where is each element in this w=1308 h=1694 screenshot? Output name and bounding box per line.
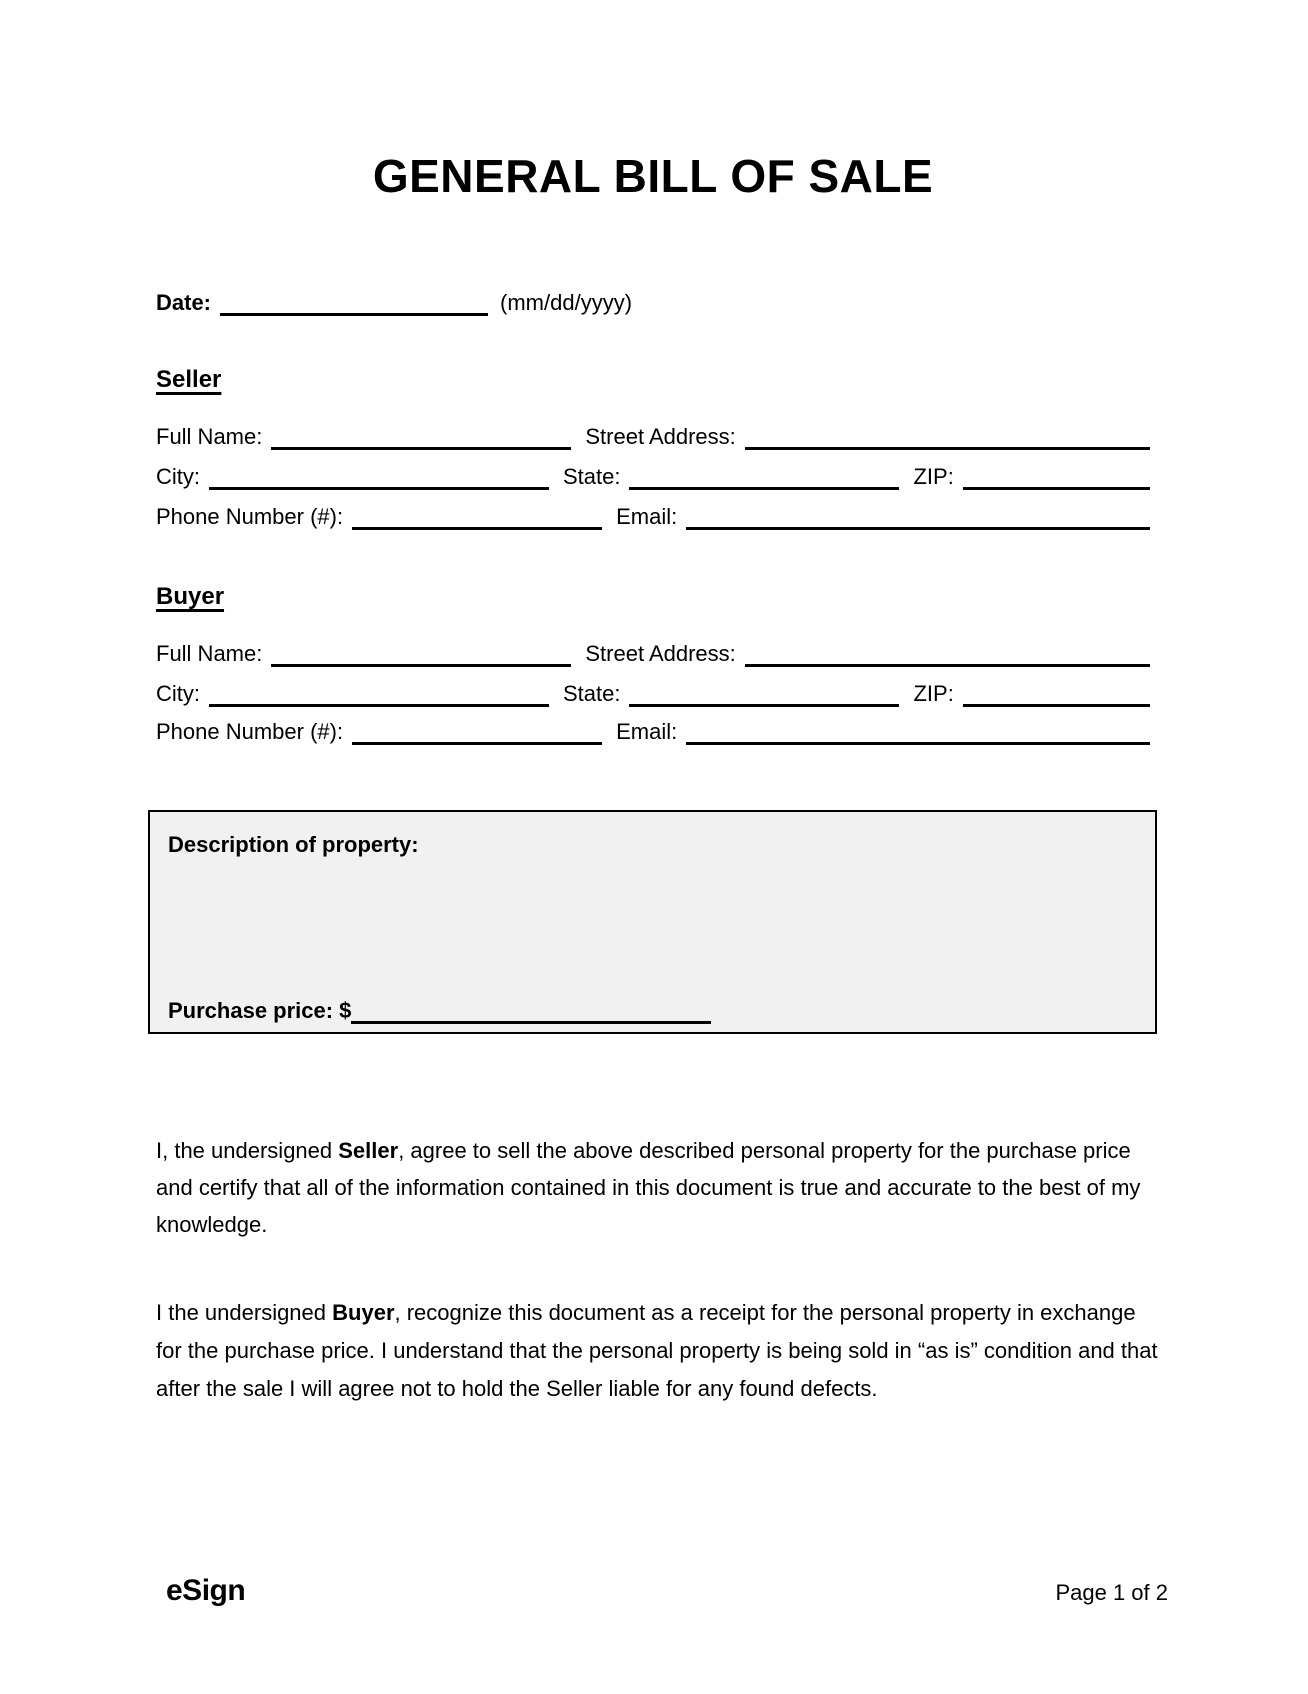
buyer-declaration-paragraph — [156, 1294, 1158, 1408]
buyer-declaration-rest: , recognize this document as a receipt for the personal property in exchange for the purchase price. I understand that the personal property is being sold in “as is” condition and that after the sale I will agree not to hold the Seller liable for any found defects. — [156, 1300, 1158, 1401]
page-number-indicator: Page 1 of 2 — [1055, 1580, 1168, 1605]
buyer-phone-label: Phone Number (#): — [156, 719, 344, 744]
description-of-property-label: Description of property: — [168, 832, 419, 857]
buyer-state-label: State: — [563, 681, 621, 706]
currency-symbol: $ — [339, 998, 352, 1023]
seller-email-field[interactable] — [686, 501, 1150, 530]
buyer-declaration-bold-word: Buyer — [332, 1300, 395, 1325]
property-description-box — [148, 810, 1157, 1034]
seller-street-address-label: Street Address: — [585, 424, 736, 449]
purchase-price-label: Purchase price: — [168, 998, 334, 1023]
seller-heading: Seller — [156, 366, 222, 393]
buyer-phone-field[interactable] — [352, 716, 602, 745]
page-title: GENERAL BILL OF SALE — [372, 150, 934, 202]
seller-phone-field[interactable] — [352, 501, 602, 530]
seller-city-label: City: — [156, 464, 200, 489]
buyer-city-row — [156, 679, 1150, 707]
purchase-price-field[interactable] — [351, 995, 711, 1024]
purchase-price-row — [168, 995, 711, 1024]
seller-name-row — [156, 422, 1150, 450]
date-format-hint: (mm/dd/yyyy) — [500, 290, 633, 315]
seller-phone-label: Phone Number (#): — [156, 504, 344, 529]
date-label: Date: — [156, 290, 212, 315]
seller-full-name-field[interactable] — [271, 421, 571, 450]
seller-city-row — [156, 462, 1150, 490]
buyer-state-field[interactable] — [629, 678, 899, 707]
buyer-street-address-field[interactable] — [745, 638, 1150, 667]
seller-city-field[interactable] — [209, 461, 549, 490]
seller-zip-label: ZIP: — [913, 464, 954, 489]
seller-declaration-bold-word: Seller — [338, 1138, 399, 1163]
esign-logo: eSign — [166, 1574, 246, 1607]
buyer-name-row — [156, 639, 1150, 667]
seller-zip-field[interactable] — [963, 461, 1150, 490]
buyer-city-label: City: — [156, 681, 200, 706]
seller-state-field[interactable] — [629, 461, 899, 490]
buyer-full-name-field[interactable] — [271, 638, 571, 667]
buyer-zip-label: ZIP: — [913, 681, 954, 706]
seller-state-label: State: — [563, 464, 621, 489]
date-row — [156, 286, 1150, 316]
buyer-declaration-prefix: I the undersigned — [156, 1300, 333, 1325]
seller-street-address-field[interactable] — [745, 421, 1150, 450]
seller-declaration-prefix: I, the undersigned — [156, 1138, 339, 1163]
buyer-zip-field[interactable] — [963, 678, 1150, 707]
seller-full-name-label: Full Name: — [156, 424, 263, 449]
description-of-property-field[interactable] — [168, 870, 1137, 972]
seller-email-label: Email: — [616, 504, 678, 529]
buyer-city-field[interactable] — [209, 678, 549, 707]
buyer-email-field[interactable] — [686, 716, 1150, 745]
buyer-email-label: Email: — [616, 719, 678, 744]
buyer-full-name-label: Full Name: — [156, 641, 263, 666]
date-field[interactable] — [220, 287, 488, 316]
seller-declaration-rest: , agree to sell the above described personal property for the purchase price and certify that all of the information contained in this document is true and accurate to the best of my knowledge. — [156, 1138, 1141, 1237]
buyer-heading: Buyer — [156, 583, 225, 610]
seller-phone-row — [156, 502, 1150, 530]
seller-declaration-paragraph — [156, 1132, 1158, 1243]
buyer-phone-row — [156, 717, 1150, 745]
buyer-street-address-label: Street Address: — [585, 641, 736, 666]
